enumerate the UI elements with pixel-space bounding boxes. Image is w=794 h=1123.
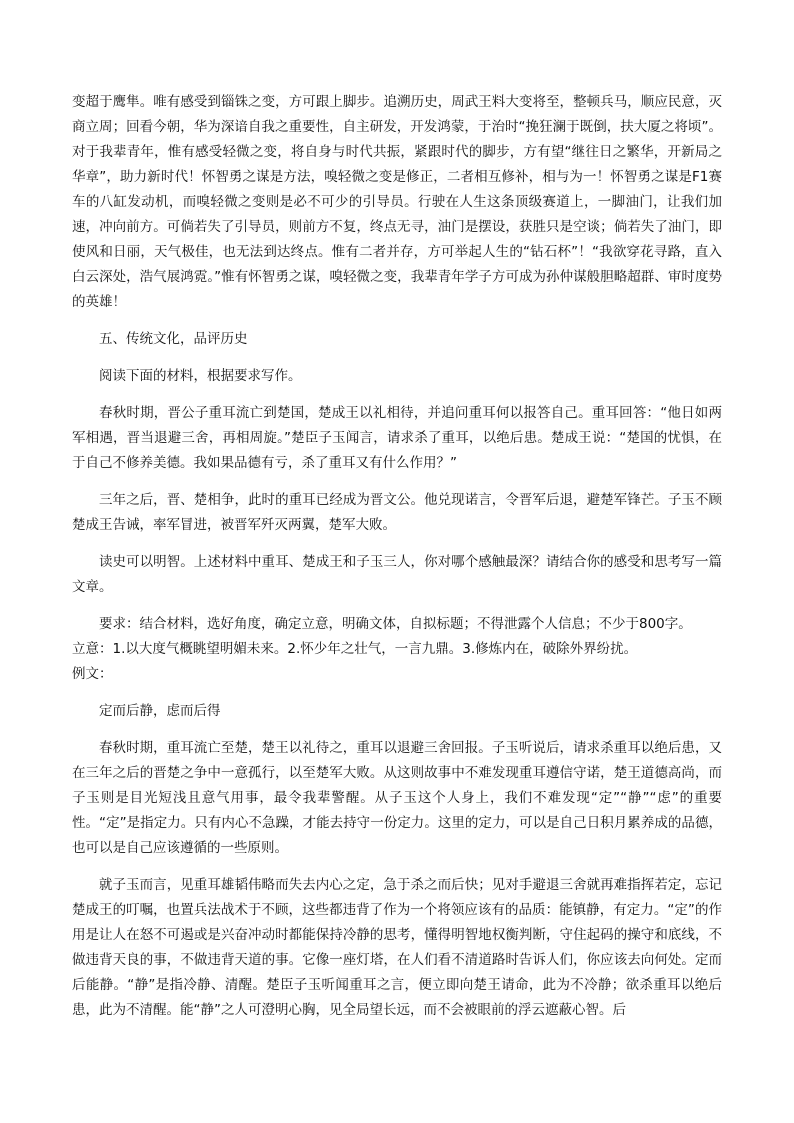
document-page [72, 90, 722, 1023]
theme-line: 立意：1.以大度气概眺望明媚未来。2.怀少年之壮气，一言九鼎。3.修炼内在，破除外界纷扰。 [72, 641, 638, 657]
essay-paragraph-2: 就子玉而言，见重耳雄韬伟略而失去内心之定，急于杀之而后快；见对手避退三舍就再难指挥若定，忘记楚成王的叮嘱，也置兵法战术于不顾，这些都违背了作为一个将领应该有的品质：能镇静，有定力。“定”的作用是让人在怒不可遏或是兴奋冲动时都能保持冷静的思考，懂得明智地权衡判断，守住起码的操守和底线，不做违背天良的事，不做违背天道的事。它像一座灯塔，在人们看不清道路时告诉人们，你应该去向何处。定而后能静。“静”是指冷静、清醒。楚臣子玉听闻重耳之言，便立即向楚王请命，此为不冷静；欲杀重耳以绝后患，此为不清醒。能“静”之人可澄明心胸，见全局望长远，而不会被眼前的浮云遮蔽心智。后 [72, 877, 722, 1018]
requirements-block [72, 612, 722, 687]
question-paragraph: 读史可以明智。上述材料中重耳、楚成王和子玉三人，你对哪个感触最深？请结合你的感受和思考写一篇文章。 [72, 554, 722, 595]
essay-title: 定而后静，虑而后得 [99, 703, 221, 719]
essay-paragraph-1: 春秋时期，重耳流亡至楚，楚王以礼待之，重耳以退避三舍回报。子玉听说后，请求杀重耳以绝后患，又在三年之后的晋楚之争中一意孤行，以至楚军大败。从这则故事中不难发现重耳遵信守诺，楚王道德高尚，而子玉则是目光短浅且意气用事，最令我辈警醒。从子玉这个人身上，我们不难发现“定”“静”“虑”的重要性。“定”是指定力。只有内心不急躁，才能去持守一份定力。这里的定力，可以是自己日积月累养成的品德，也可以是自己应该遵循的一些原则。 [72, 740, 722, 856]
instruction-text: 阅读下面的材料，根据要求写作。 [99, 368, 302, 384]
intro-paragraph: 变超于鹰隼。唯有感受到锱铢之变，方可跟上脚步。追溯历史，周武王料大变将至，整顿兵马，顺应民意，灭商立周；回看今朝，华为深谙自我之重要性，自主研发，开发鸿蒙，于治时“挽狂澜于既倒，扶大厦之将顷”。对于我辈青年，惟有感受轻微之变，将自身与时代共振，紧跟时代的脚步，方有望“继往日之繁华，开新局之华章”，助力新时代！怀智勇之谋是方法，嗅轻微之变是修正，二者相互修补，相与为一！怀智勇之谋是F1赛车的八缸发动机，而嗅轻微之变则是必不可少的引导员。行驶在人生这条顶级赛道上，一脚油门，让我们加速，冲向前方。可倘若失了引导员，则前方不复，终点无寻，油门是摆设，获胜只是空谈；倘若失了油门，即使风和日丽，天气极佳，也无法到达终点。惟有二者并存，方可举起人生的“钻石杯”！“我欲穿花寻路，直入白云深处，浩气展鸿霓。”惟有怀智勇之谋，嗅轻微之变，我辈青年学子方可成为孙仲谋般胆略超群、审时度势的英雄！ [72, 94, 722, 310]
material-paragraph-1: 春秋时期，晋公子重耳流亡到楚国，楚成王以礼相待，并追问重耳何以报答自己。重耳回答：“他日如两军相遇，晋当退避三舍，再相周旋。”楚臣子玉闻言，请求杀了重耳，以绝后患。楚成王说：“楚国的忧惧，在于自己不修养美德。我如果品德有亏，杀了重耳又有什么作用？” [72, 405, 722, 471]
material-paragraph-2: 三年之后，晋、楚相争，此时的重耳已经成为晋文公。他兑现诺言，令晋军后退，避楚军锋芒。子玉不顾楚成王告诫，率军冒进，被晋军歼灭两翼，楚军大败。 [72, 492, 722, 533]
section-title: 五、传统文化，品评历史 [99, 331, 248, 347]
example-label: 例文： [72, 666, 113, 682]
requirements-line: 要求：结合材料，选好角度，确定立意，明确文体，自拟标题；不得泄露个人信息；不少于800字。 [99, 616, 692, 632]
